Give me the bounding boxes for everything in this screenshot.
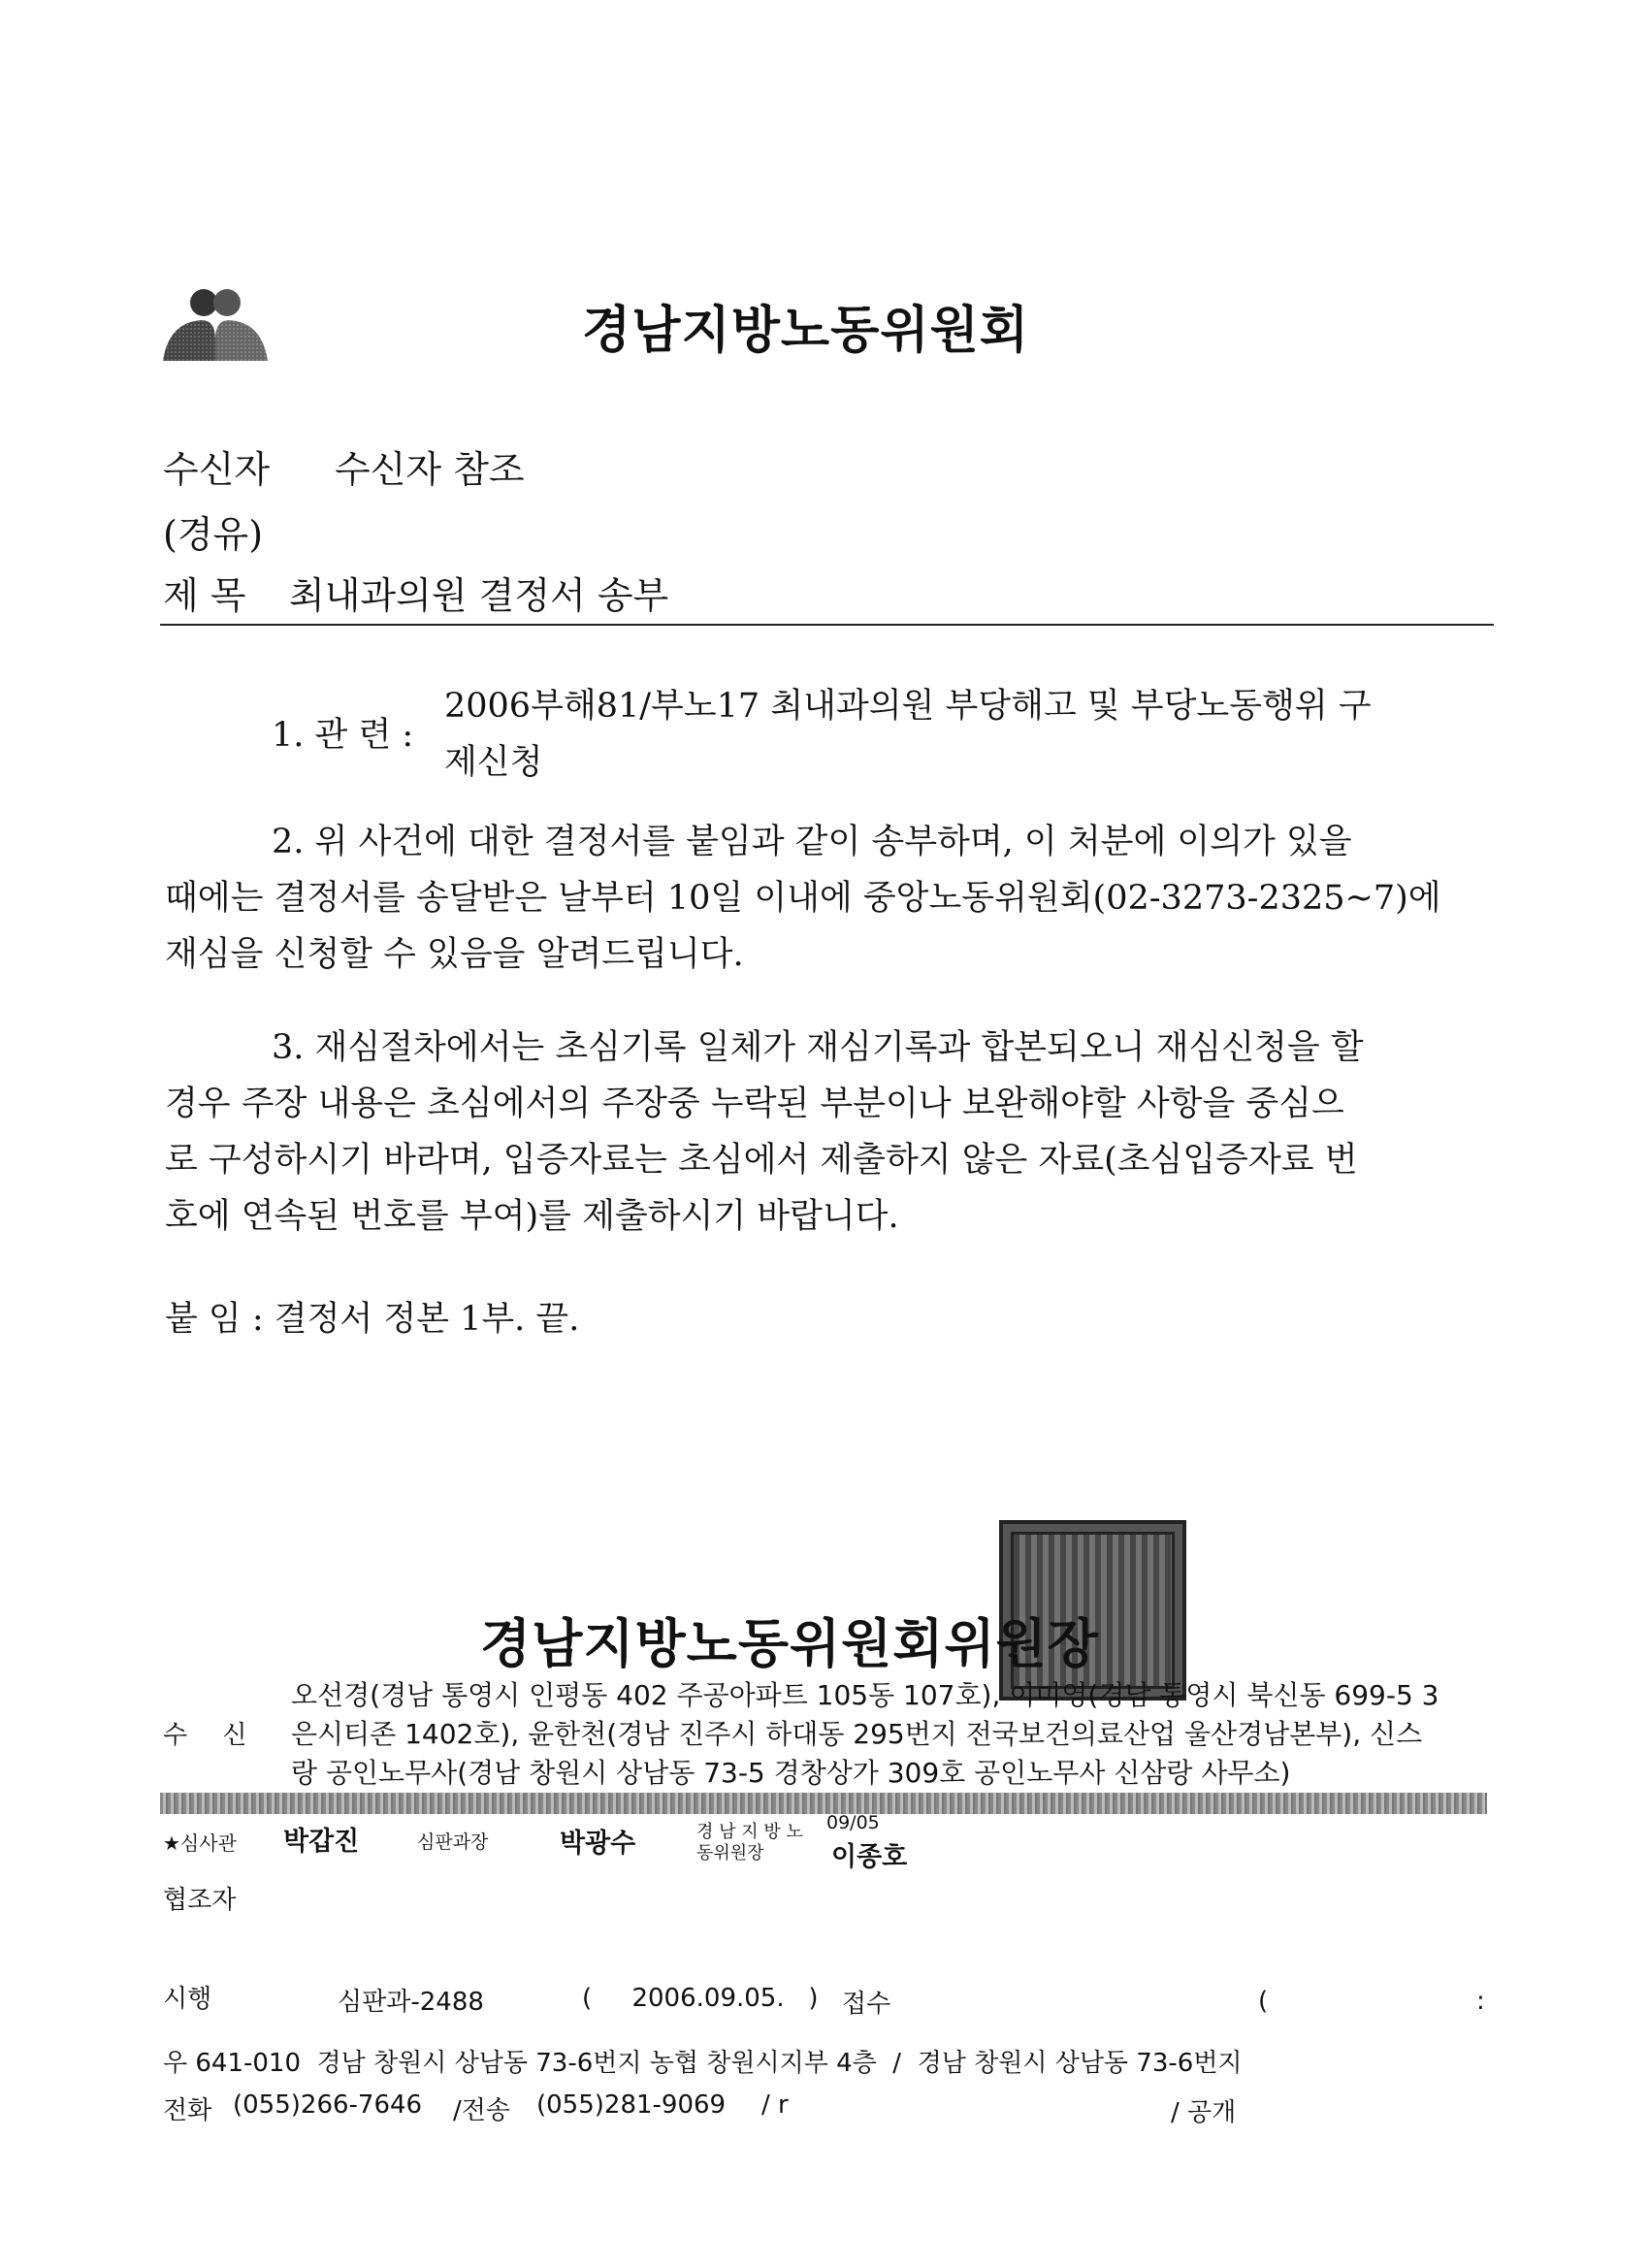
recipients-line3: 랑 공인노무사(경남 창원시 상남동 73-5 경창상가 309호 공인노무사 신삼랑 사무소) [291, 1757, 1291, 1789]
item1-line1: 2006부해81/부노17 최내과의원 부당해고 및 부당노동행위 구 [444, 687, 1372, 726]
fax-number: (055)281-9069 [536, 2090, 727, 2120]
examiner-role: ★심사관 [163, 1831, 237, 1855]
recipient-label: 수신자 [163, 448, 271, 491]
item1-label: 1. 관 련 : [272, 716, 414, 755]
phone-label: 전화 [163, 2096, 212, 2125]
item2-line2: 때에는 결정서를 송달받은 날부터 10일 이내에 중앙노동위원회(02-3273-2325~7)에 [165, 879, 1441, 918]
cooperator-label: 협조자 [163, 1886, 237, 1915]
recipients-list [291, 1676, 1494, 1793]
address-line: 우 641-010 경남 창원시 상남동 73-6번지 농협 창원시지부 4층 / 경남 창원시 상남동 73-6번지 [163, 2049, 1243, 2078]
sender-signature: 경남지방노동위원회위원장 [480, 1612, 1099, 1674]
via-label: (경유) [163, 513, 264, 556]
recipient-value: 수신자 참조 [335, 448, 525, 491]
email-slash: / r [761, 2090, 789, 2120]
enforce-date: ( 2006.09.05. ) [582, 1984, 819, 2013]
manager-role: 심판과장 [417, 1831, 489, 1853]
chair-role-line1: 경 남 지 방 노 [696, 1822, 803, 1842]
manager-name: 박광수 [560, 1829, 636, 1859]
enforce-label: 시행 [163, 1985, 212, 2014]
recipients-line2: 은시티존 1402호), 윤한천(경남 진주시 하대동 295번지 전국보건의료산업 울산경남본부), 신스 [291, 1718, 1423, 1750]
item3-line3: 로 구성하시기 바라며, 입증자료는 초심에서 제출하지 않은 자료(초심입증자료 번 [165, 1141, 1358, 1180]
item2-line3: 재심을 신청할 수 있음을 알려드립니다. [165, 935, 744, 974]
fax-label: /전송 [453, 2096, 510, 2125]
header-divider [160, 624, 1494, 626]
receipt-close: : [1476, 1987, 1485, 2016]
receipt-label: 접수 [842, 1990, 891, 2019]
item1-line2: 제신청 [444, 743, 543, 782]
divider-band [160, 1793, 1487, 1814]
receipt-paren: ( [1258, 1987, 1269, 2016]
attachment-line: 붙 임 : 결정서 정본 1부. 끝. [165, 1300, 580, 1339]
chair-role-line2: 동위원장 [696, 1843, 764, 1863]
disclosure-label: / 공개 [1171, 2098, 1237, 2127]
examiner-name: 박갑진 [283, 1827, 360, 1857]
recipients-line1: 오선경(경남 통영시 인평동 402 주공아파트 105동 107호), 이미영(경남 통영시 북신동 699-5 3 [291, 1679, 1439, 1711]
subject-label: 제 목 [163, 574, 246, 617]
item3-line1: 3. 재심절차에서는 초심기록 일체가 재심기록과 합본되오니 재심신청을 할 [272, 1028, 1364, 1067]
chair-name: 이종호 [831, 1842, 908, 1872]
phone-number: (055)266-7646 [233, 2090, 423, 2120]
item3-line4: 호에 연속된 번호를 부여)를 제출하시기 바랍니다. [165, 1197, 899, 1236]
item3-line2: 경우 주장 내용은 초심에서의 주장중 누락된 부분이나 보완해야할 사항을 중심으 [165, 1085, 1344, 1123]
document-number: 심판과-2488 [338, 1988, 484, 2017]
organization-logo-icon [163, 281, 268, 361]
chair-date: 09/05 [826, 1812, 880, 1833]
recipients-label: 수 신 [163, 1721, 261, 1750]
organization-title: 경남지방노동위원회 [582, 301, 1030, 360]
item2-line1: 2. 위 사건에 대한 결정서를 붙임과 같이 송부하며, 이 처분에 이의가 있을 [272, 823, 1352, 861]
subject-value: 최내과의원 결정서 송부 [289, 574, 669, 617]
